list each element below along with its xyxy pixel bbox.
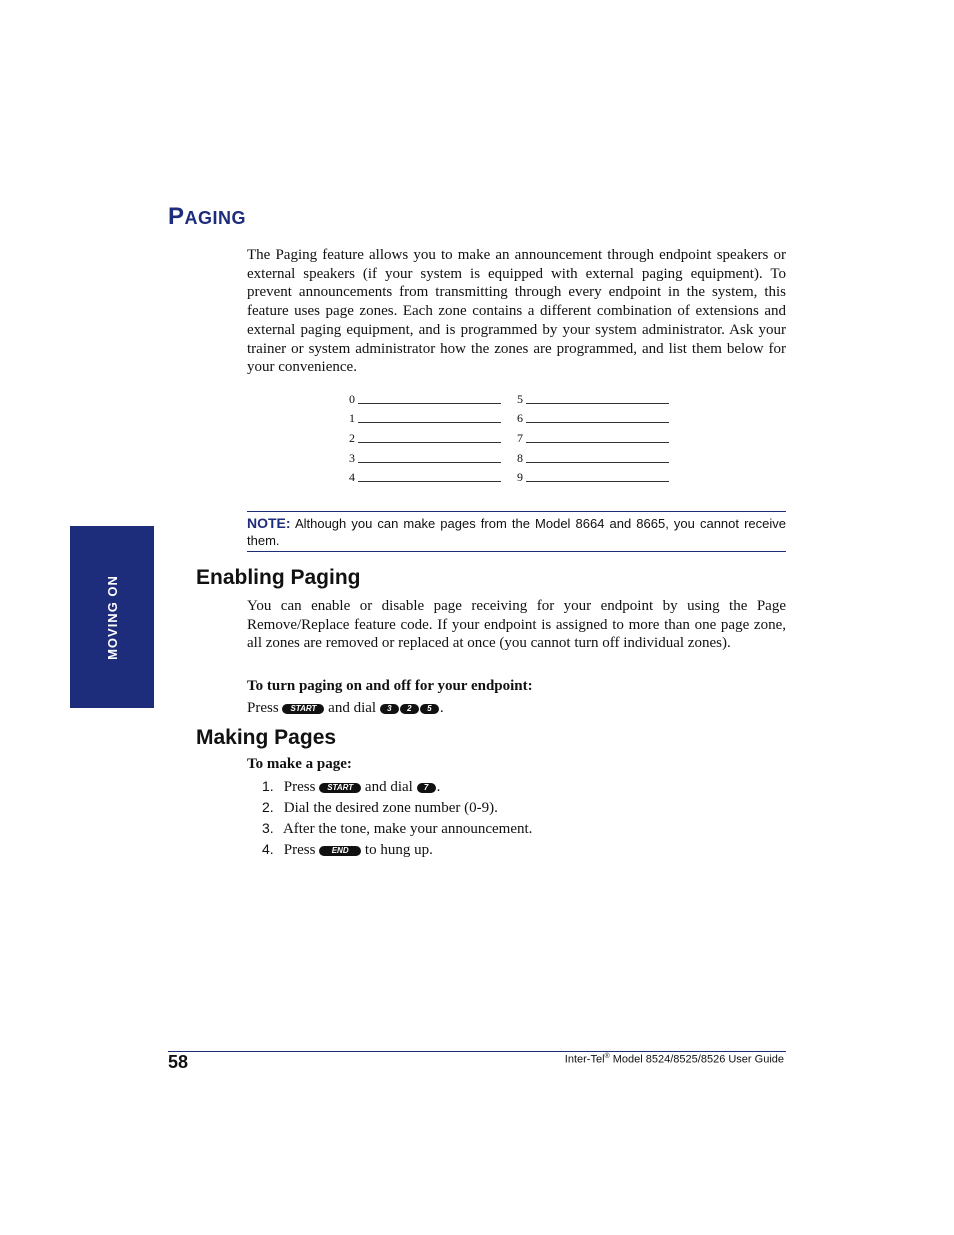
zone-column-left [349,387,519,485]
zone-blank-line [526,472,669,482]
page-number: 58 [168,1052,189,1072]
step-text: Dial the desired zone number (0-9). [283,800,498,816]
zone-row [349,466,519,486]
step-item [262,841,433,859]
zone-number: 3 [349,450,355,465]
zone-blank-line [526,433,669,443]
zone-row [349,426,519,446]
zone-number: 4 [349,470,355,485]
zone-number: 7 [517,431,523,446]
zone-blank-line [358,472,501,482]
title-rest: AGING [184,208,247,228]
digit-key-icon: 5 [420,704,439,714]
footer-guide-title [565,1053,784,1066]
step-item [262,799,498,817]
step-and-dial-text: and dial [364,779,413,795]
note-label: NOTE: [247,515,291,531]
step-number: 4. [262,841,274,857]
intro-paragraph: The Paging feature allows you to make an announcement through endpoint speakers or external speakers (if your system is equipped with external paging equipment). To prevent announcements from transmitting through every endpoint in the system, this feature uses page zones. Each zone contains a different combination of extensions and external paging equipment, and is programmed by your system administrator. Ask your trainer or system administrator how the zones are programmed, and list them below for your convenience. [247,247,786,376]
step-press-text: Press [283,779,316,795]
zone-number: 6 [517,411,523,426]
digit-key-icon: 2 [400,704,419,714]
footer-brand: Inter-Tel [564,1053,605,1066]
start-key-icon: START [282,704,324,714]
zone-row [349,407,519,427]
zone-number: 1 [349,411,355,426]
note-text: Although you can make pages from the Model 8664 and 8665, you cannot receive them. [247,516,786,548]
zone-number: 9 [517,470,523,485]
enabling-paragraph: You can enable or disable page receiving for your endpoint by using the Page Remove/Replace feature code. If your endpoint is assigned to more than one page zone, all zones are removed or replaced at once (you cannot turn off individual zones). [247,598,786,652]
step-item [262,778,440,796]
and-dial-text: and dial [328,700,377,716]
zone-row [517,407,687,427]
zone-row [517,426,687,446]
page-title [168,203,246,231]
zone-row [517,387,687,407]
zone-row [349,446,519,466]
zone-blank-line [526,453,669,463]
note-box [247,511,786,552]
procedure-title-enabling: To turn paging on and off for your endpoint: [247,678,533,694]
zone-row [517,466,687,486]
press-text: Press [247,700,279,716]
step-text: to hung up. [364,842,433,858]
zone-blank-line [358,413,501,423]
section-title-making: Making Pages [196,726,337,749]
footer-guide-name: Model 8524/8525/8526 User Guide [612,1053,784,1066]
zone-blank-line [526,394,669,404]
step-item [262,820,532,838]
title-initial: P [168,203,185,230]
step-text: After the tone, make your announcement. [282,821,533,837]
zone-blank-line [358,453,501,463]
side-section-tab [70,526,154,708]
registered-mark: ® [604,1053,610,1060]
end-key-icon: END [319,846,361,856]
footer-divider [168,1051,786,1052]
zone-row [349,387,519,407]
zone-number: 2 [349,431,355,446]
digit-key-icon: 3 [380,704,399,714]
zone-blank-line [358,433,501,443]
period-text: . [439,700,444,716]
step-number: 3. [262,820,274,836]
step-press-text: Press [283,842,316,858]
digit-key-icon: 7 [417,783,436,793]
zone-number: 0 [349,391,355,406]
zone-blank-line [526,413,669,423]
zone-number: 5 [517,391,523,406]
enabling-instruction [247,700,444,717]
zone-column-right [517,387,687,485]
zone-blank-line [358,394,501,404]
period-text: . [436,779,441,795]
step-number: 2. [262,799,274,815]
start-key-icon: START [319,783,361,793]
zone-number: 8 [517,450,523,465]
step-number: 1. [262,778,274,794]
zone-row [517,446,687,466]
procedure-title-making: To make a page: [247,756,352,772]
section-title-enabling: Enabling Paging [196,566,361,589]
side-tab-label: MOVING ON [104,574,120,660]
